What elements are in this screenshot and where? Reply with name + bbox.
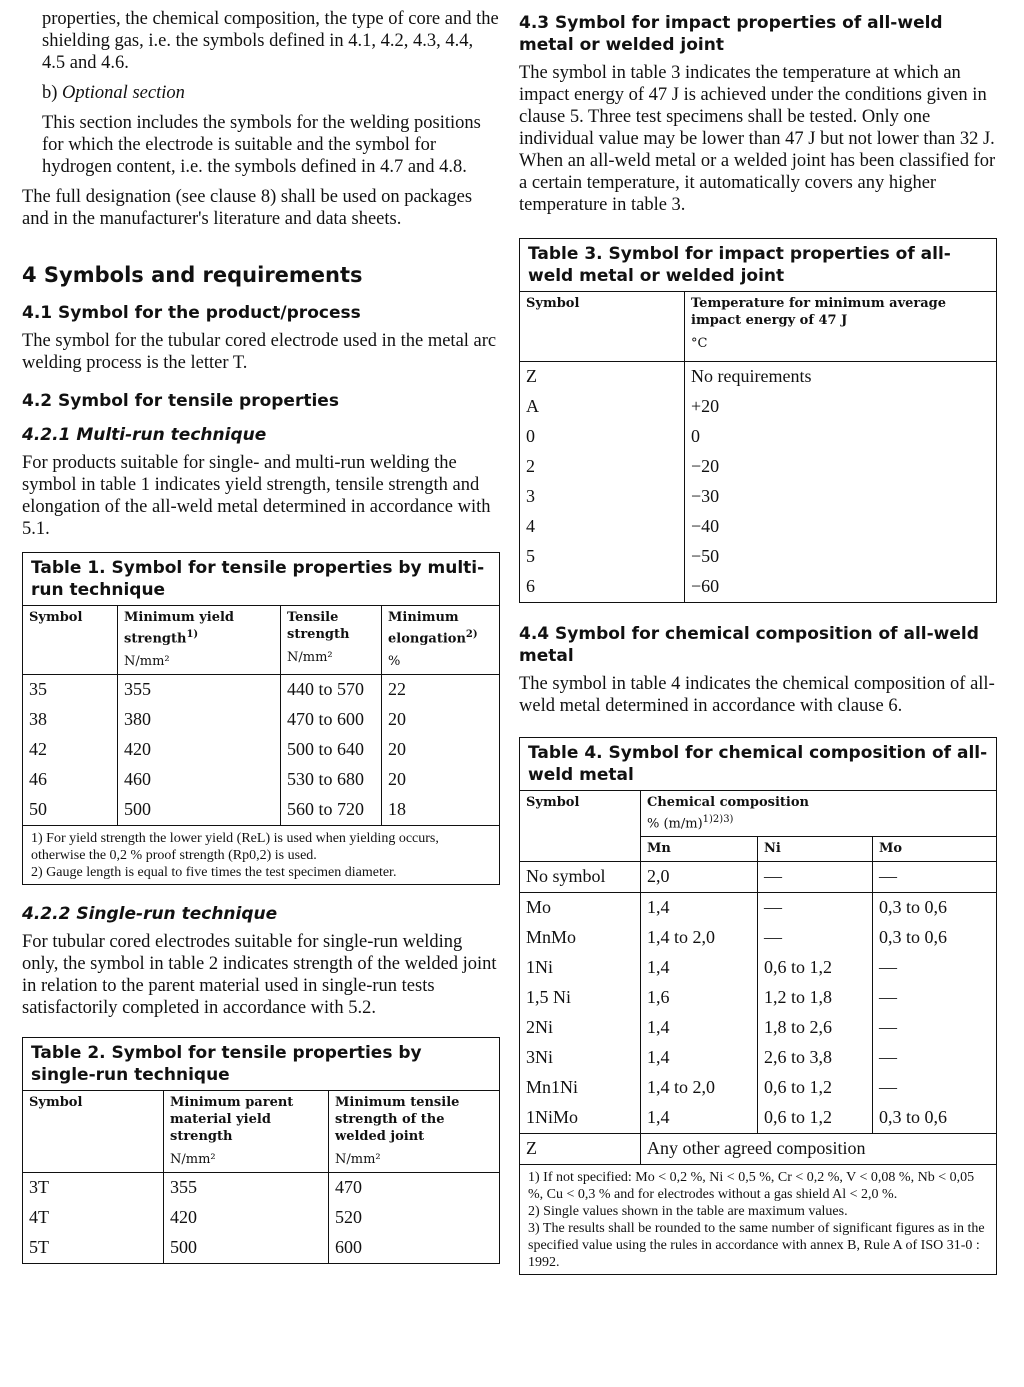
table-1 [22, 552, 500, 885]
table-row: 38 380 470 to 600 20 [23, 705, 499, 735]
table-4-footnote-2: 2) Single values shown in the table are maximum values. [528, 1204, 848, 1220]
table-row: 3Ni 1,4 2,6 to 3,8 — [520, 1043, 996, 1073]
table-1-footnote-1: 1) For yield strength the lower yield (ReL) is used when yielding occurs, otherwise the 0,2 % proof strength (Rp0,2) is used. [31, 831, 439, 864]
table-row: A +20 [520, 392, 996, 422]
table-4-footnote-3: 3) The results shall be rounded to the same number of significant figures as in the specified value using the rules in accordance with annex B, Rule A of ISO 31-0 : 1992. [528, 1221, 985, 1271]
table-row: 46 460 530 to 680 20 [23, 765, 499, 795]
table-1-title: Table 1. Symbol for tensile properties by multi-run technique [23, 553, 499, 606]
table-row: 3T 355 470 [23, 1173, 499, 1204]
table-4-header: Chemical composition % $(m/m)^{1)2)3)}$ [641, 791, 997, 837]
table-row: 3 −30 [520, 482, 996, 512]
table-4 [519, 737, 997, 1275]
table-2-header: Minimum parent material yield strength N/mm² [164, 1091, 329, 1173]
table-row: Mn1Ni 1,4 to 2,0 0,6 to 1,2 — [520, 1073, 996, 1103]
full-designation-paragraph: The full designation (see clause 8) shall be used on packages and in the manufacturer's literature and data sheets. [22, 187, 473, 229]
left-column [22, 8, 500, 1264]
section-4-2-heading: 4.2 Symbol for tensile properties [22, 391, 339, 411]
table-2-title: Table 2. Symbol for tensile properties by single-run technique [23, 1038, 499, 1091]
table-row: 1NiMo 1,4 0,6 to 1,2 0,3 to 0,6 [520, 1103, 996, 1134]
table-1-footnote-2: 2) Gauge length is equal to five times the test specimen diameter. [31, 865, 397, 881]
optional-label: b) [42, 83, 58, 103]
section-4-2-1-heading: 4.2.1 Multi-run technique [22, 425, 267, 445]
table-row: 2 −20 [520, 452, 996, 482]
table-1-footnotes [23, 825, 499, 884]
table-row: Z No requirements [520, 362, 996, 393]
table-3-title: Table 3. Symbol for impact properties of all-weld metal or welded joint [520, 239, 996, 292]
intro-paragraph: properties, the chemical composition, the type of core and the shielding gas, i.e. the symbols defined in 4.1, 4.2, 4.3, 4.4, 4.5 and 4.6. [42, 9, 499, 73]
right-column [519, 8, 997, 1275]
table-2-grid [23, 1091, 499, 1263]
table-row: 35 355 440 to 570 22 [23, 675, 499, 706]
table-row: 2Ni 1,4 1,8 to 2,6 — [520, 1013, 996, 1043]
section-4-4-heading: 4.4 Symbol for chemical composition of all-weld metal [519, 624, 979, 666]
section-4-2-1-text: For products suitable for single- and multi-run welding the symbol in table 1 indicates yield strength, tensile strength and elongation of the all-weld metal determined in accordance with 5.1. [22, 453, 491, 539]
table-4-grid [520, 791, 996, 1164]
table-row: 42 420 500 to 640 20 [23, 735, 499, 765]
optional-section-text: This section includes the symbols for the welding positions for which the electrode is suitable and the symbol for hydrogen content, i.e. the symbols defined in 4.7 and 4.8. [42, 113, 481, 177]
section-4-heading: 4 Symbols and requirements [22, 263, 363, 287]
table-row: Z Any other agreed composition [520, 1134, 996, 1165]
table-row: 4 −40 [520, 512, 996, 542]
section-4-1-heading: 4.1 Symbol for the product/process [22, 303, 361, 323]
table-row: Mo 1,4 — 0,3 to 0,6 [520, 893, 996, 924]
table-row: 1,5 Ni 1,6 1,2 to 1,8 — [520, 983, 996, 1013]
table-3 [519, 238, 997, 603]
table-4-footnote-1: 1) If not specified: Mo < 0,2 %, Ni < 0,5 %, Cr < 0,2 %, V < 0,08 %, Nb < 0,05 %, Cu < 0,3 % and for electrodes without a gas shield Al < 2,0 %. [528, 1170, 975, 1203]
table-4-subheader: Mo [873, 837, 997, 862]
table-3-header: Temperature for minimum average impact energy of 47 J °C [685, 292, 997, 362]
table-row: 5 −50 [520, 542, 996, 572]
table-1-header: Minimum yield strength$^{1)}$ N/mm² [118, 606, 281, 675]
table-row: MnMo 1,4 to 2,0 — 0,3 to 0,6 [520, 923, 996, 953]
table-2-header: Symbol [29, 1095, 83, 1111]
optional-title: Optional section [62, 83, 185, 103]
section-4-3-heading: 4.3 Symbol for impact properties of all-weld metal or welded joint [519, 13, 943, 55]
table-row: 5T 500 600 [23, 1233, 499, 1263]
table-1-header: Minimum elongation$^{2)}$ % [382, 606, 500, 675]
table-2 [22, 1037, 500, 1264]
table-2-header: Minimum tensile strength of the welded joint N/mm² [329, 1091, 500, 1173]
section-4-1-text: The symbol for the tubular cored electrode used in the metal arc welding process is the letter T. [22, 331, 497, 373]
section-4-3-text: The symbol in table 3 indicates the temperature at which an impact energy of 47 J is achieved under the conditions given in clause 5. Three test specimens shall be tested. Only one individual value may be lower than 47 J but not lower than 32 J. When an all-weld metal or a welded joint has been classified for a certain temperature, it automatically covers any higher temperature in table 3. [519, 63, 996, 215]
table-1-header: Tensile strength N/mm² [281, 606, 382, 675]
table-row: 0 0 [520, 422, 996, 452]
table-4-subheader: Ni [758, 837, 873, 862]
table-1-header: Symbol [29, 610, 83, 625]
table-4-title: Table 4. Symbol for chemical composition of all-weld metal [520, 738, 996, 791]
table-row: 4T 420 520 [23, 1203, 499, 1233]
optional-section-heading [22, 82, 500, 104]
table-3-grid [520, 292, 996, 602]
section-4-2-2-text: For tubular cored electrodes suitable for single-run welding only, the symbol in table 2 indicates strength of the welded joint in relation to the parent material used in single-run tests satisfactorily completed in accordance with 5.2. [22, 932, 497, 1019]
table-4-subheader: Mn [641, 837, 758, 862]
table-4-header: Symbol [520, 791, 641, 862]
table-row: 50 500 560 to 720 18 [23, 795, 499, 825]
table-row: 6 −60 [520, 572, 996, 602]
section-4-4-text: The symbol in table 4 indicates the chemical composition of all-weld metal determined in accordance with clause 6. [519, 674, 995, 716]
table-row: No symbol 2,0 — — [520, 862, 996, 893]
table-3-header: Symbol [526, 296, 580, 311]
table-1-grid [23, 606, 499, 825]
table-row: 1Ni 1,4 0,6 to 1,2 — [520, 953, 996, 983]
table-4-footnotes [520, 1164, 996, 1274]
section-4-2-2-heading: 4.2.2 Single-run technique [22, 904, 278, 925]
